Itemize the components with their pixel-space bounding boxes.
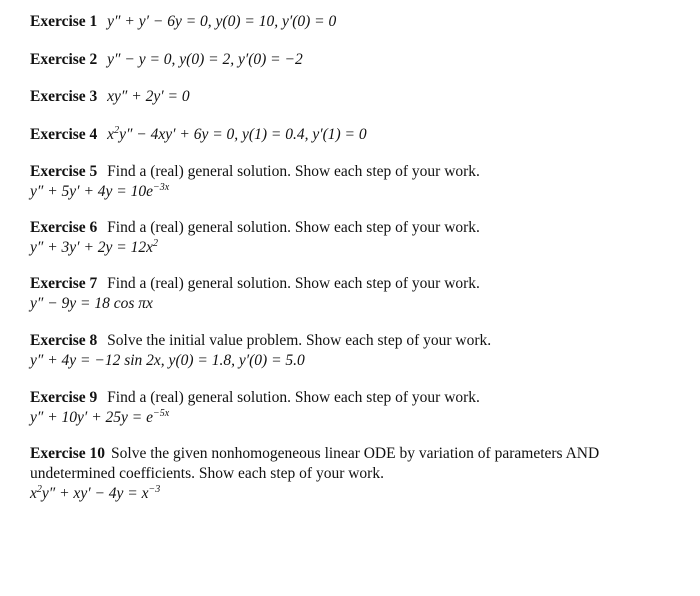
equation-part: y″ + xy′ − 4y = x xyxy=(41,485,149,502)
exercise-instruction: Solve the given nonhomogeneous linear ODE by variation of parameters AND undetermined coefficients. Show each step of your work. xyxy=(30,445,600,482)
equation-superscript: −3 xyxy=(148,484,161,495)
exercise-label: Exercise 7 xyxy=(30,275,98,292)
exercise-1 xyxy=(30,12,680,32)
exercise-equation: y″ − 9y = 18 cos πx xyxy=(30,295,153,312)
equation-part: y″ + 3y′ + 2y = 12x xyxy=(30,239,153,256)
exercise-equation: y″ − y = 0, y(0) = 2, y′(0) = −2 xyxy=(107,51,303,68)
equation-superscript: 2 xyxy=(114,125,120,136)
exercise-7 xyxy=(30,274,680,314)
exercise-equation xyxy=(30,408,680,428)
exercise-label: Exercise 1 xyxy=(30,13,98,30)
equation-part: x xyxy=(107,126,115,143)
exercise-label: Exercise 4 xyxy=(30,126,98,143)
exercise-9 xyxy=(30,388,680,428)
exercise-3 xyxy=(30,87,680,107)
exercise-label: Exercise 5 xyxy=(30,163,98,180)
equation-superscript: −3x xyxy=(153,182,170,193)
exercise-instruction: Solve the initial value problem. Show each step of your work. xyxy=(107,332,492,349)
exercise-2 xyxy=(30,50,680,70)
exercise-equation: y″ + y′ − 6y = 0, y(0) = 10, y′(0) = 0 xyxy=(107,13,337,30)
exercise-instruction: Find a (real) general solution. Show each step of your work. xyxy=(107,389,480,406)
exercise-equation: y″ + 4y = −12 sin 2x, y(0) = 1.8, y′(0) = 5.0 xyxy=(30,352,305,369)
equation-part: y″ + 10y′ + 25y = e xyxy=(30,409,153,426)
exercise-equation xyxy=(107,126,366,143)
exercise-label: Exercise 3 xyxy=(30,88,98,105)
equation-superscript: 2 xyxy=(153,238,158,249)
exercise-4 xyxy=(30,125,680,145)
exercise-equation xyxy=(30,484,670,504)
equation-part: x xyxy=(30,485,37,502)
exercise-label: Exercise 6 xyxy=(30,219,98,236)
exercise-instruction: Find a (real) general solution. Show each step of your work. xyxy=(107,163,480,180)
exercise-8 xyxy=(30,331,680,371)
equation-part: y″ + 5y′ + 4y = 10e xyxy=(30,183,153,200)
exercise-label: Exercise 9 xyxy=(30,389,98,406)
exercise-label: Exercise 10 xyxy=(30,445,106,462)
equation-part: y″ − 4xy′ + 6y = 0, y(1) = 0.4, y′(1) = 0 xyxy=(119,126,367,143)
exercise-label: Exercise 8 xyxy=(30,332,98,349)
exercise-label: Exercise 2 xyxy=(30,51,98,68)
exercise-instruction: Find a (real) general solution. Show each step of your work. xyxy=(107,275,480,292)
exercise-5 xyxy=(30,162,680,202)
exercise-equation xyxy=(30,238,680,258)
exercise-10 xyxy=(30,444,670,504)
exercise-6 xyxy=(30,218,680,258)
equation-superscript: −5x xyxy=(153,408,170,419)
exercise-instruction: Find a (real) general solution. Show each step of your work. xyxy=(107,219,480,236)
exercise-equation: xy″ + 2y′ = 0 xyxy=(107,88,190,105)
exercise-equation xyxy=(30,182,680,202)
equation-superscript: 2 xyxy=(36,484,42,495)
